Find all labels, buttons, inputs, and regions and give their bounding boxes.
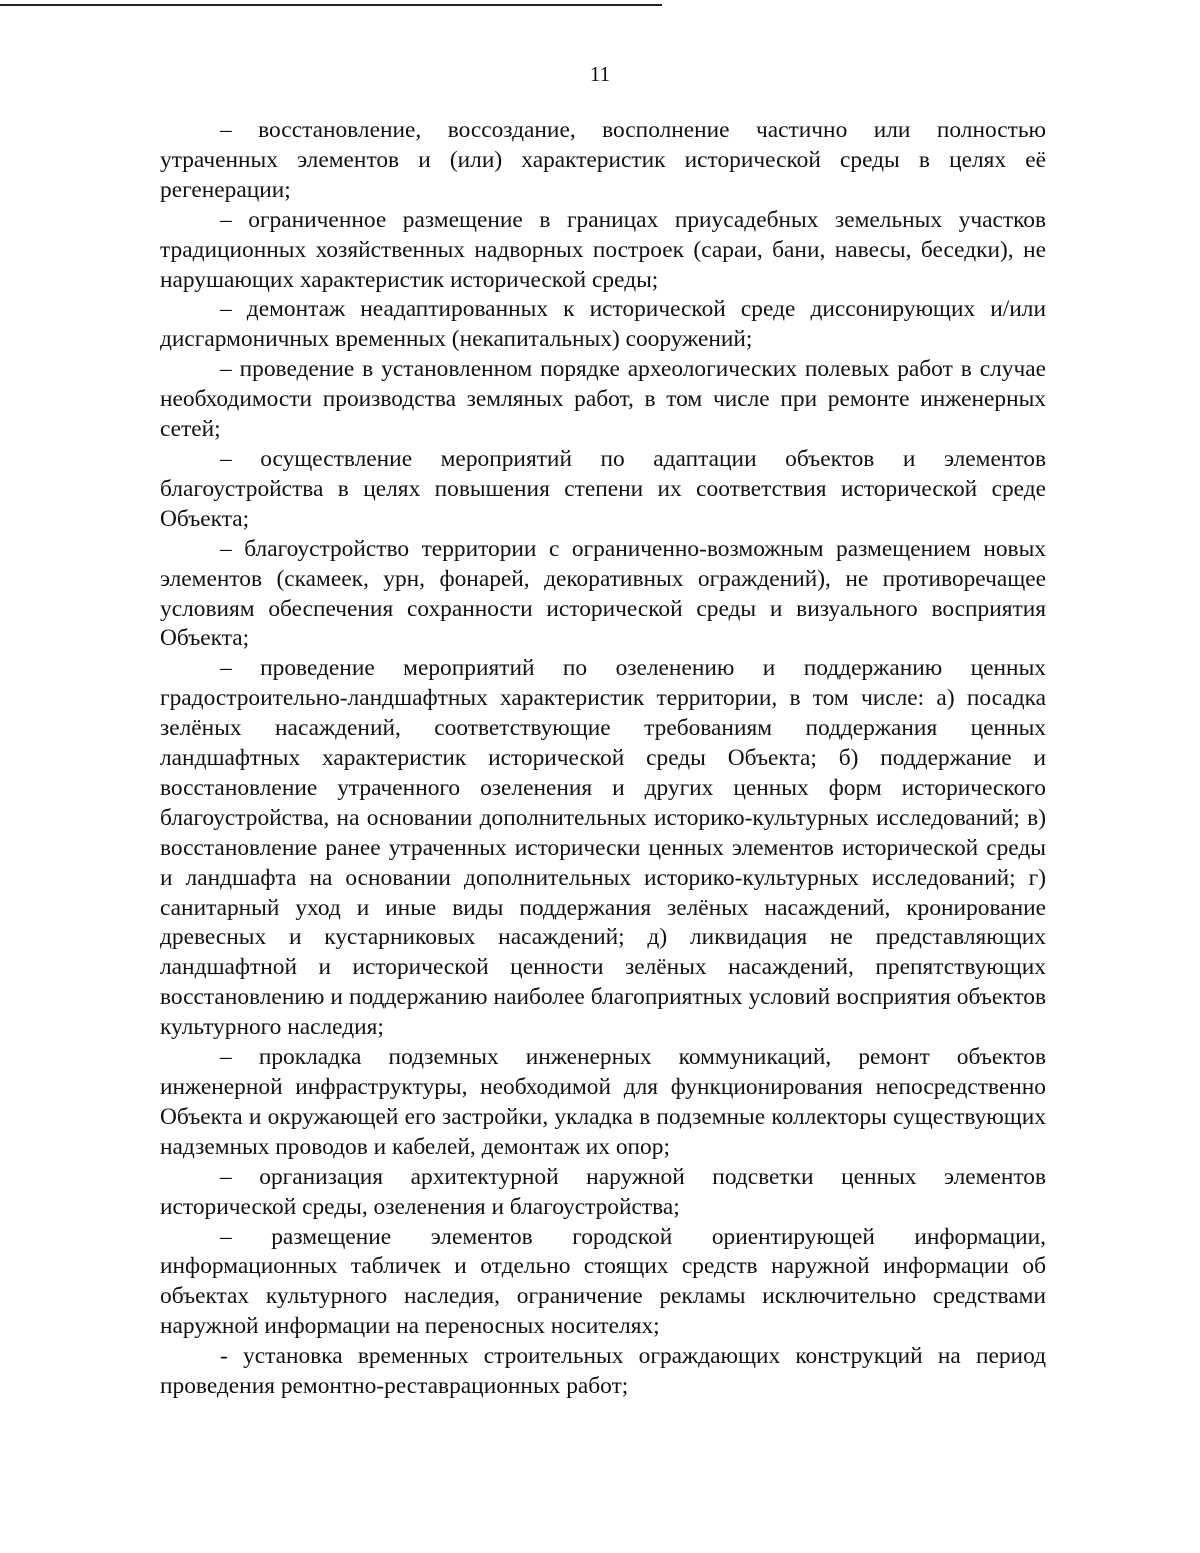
list-item: – размещение элементов городской ориентирующей информации, информационных табличек и отдельно стоящих средств наружной информации об объектах культурного наследия, ограничение рекламы исключительно средствами наружной информации на переносных носителях;: [160, 1223, 1046, 1340]
document-body: [160, 116, 1046, 1402]
list-item: - установка временных строительных ограждающих конструкций на период проведения ремонтно-реставрационных работ;: [160, 1343, 1046, 1400]
list-item: – благоустройство территории с ограниченно-возможным размещением новых элементов (скамеек, урн, фонарей, декоративных ограждений), не противоречащее условиям обеспечения сохранности исторической среды и визуального восприятия Объекта;: [160, 535, 1046, 652]
list-item: – ограниченное размещение в границах приусадебных земельных участков традиционных хозяйственных надворных построек (сараи, бани, навесы, беседки), не нарушающих характеристик исторической среды;: [160, 206, 1046, 293]
list-item: – восстановление, воссоздание, восполнение частично или полностью утраченных элементов и (или) характеристик исторической среды в целях её регенерации;: [160, 117, 1046, 203]
list-item: – демонтаж неадаптированных к исторической среде диссонирующих и/или дисгармоничных временных (некапитальных) сооружений;: [160, 296, 1046, 353]
page-number: 11: [589, 62, 611, 86]
top-rule: [0, 4, 662, 6]
list-item: – проведение в установленном порядке археологических полевых работ в случае необходимости производства земляных работ, в том числе при ремонте инженерных сетей;: [160, 356, 1046, 443]
list-item: – организация архитектурной наружной подсветки ценных элементов исторической среды, озеленения и благоустройства;: [160, 1163, 1046, 1220]
list-item: – осуществление мероприятий по адаптации объектов и элементов благоустройства в целях повышения степени их соответствия исторической среде Объекта;: [160, 445, 1046, 532]
list-item: – проведение мероприятий по озеленению и поддержанию ценных градостроительно-ландшафтных характеристик территории, в том числе: а) посадка зелёных насаждений, соответствующие требованиям поддержания ценных ландшафтных характеристик исторической среды Объекта; б) поддержание и восстановление утраченного озеленения и других ценных форм исторического благоустройства, на основании дополнительных историко-культурных исследований; в) восстановление ранее утраченных исторически ценных элементов исторической среды и ландшафта на основании дополнительных историко-культурных исследований; г) санитарный уход и иные виды поддержания зелёных насаждений, кронирование древесных и кустарниковых насаждений; д) ликвидация не представляющих ландшафтной и исторической ценности зелёных насаждений, препятствующих восстановлению и поддержанию наиболее благоприятных условий восприятия объектов культурного наследия;: [160, 655, 1046, 1041]
list-item: – прокладка подземных инженерных коммуникаций, ремонт объектов инженерной инфраструктуры, необходимой для функционирования непосредственно Объекта и окружающей его застройки, укладка в подземные коллекторы существующих надземных проводов и кабелей, демонтаж их опор;: [160, 1044, 1046, 1160]
